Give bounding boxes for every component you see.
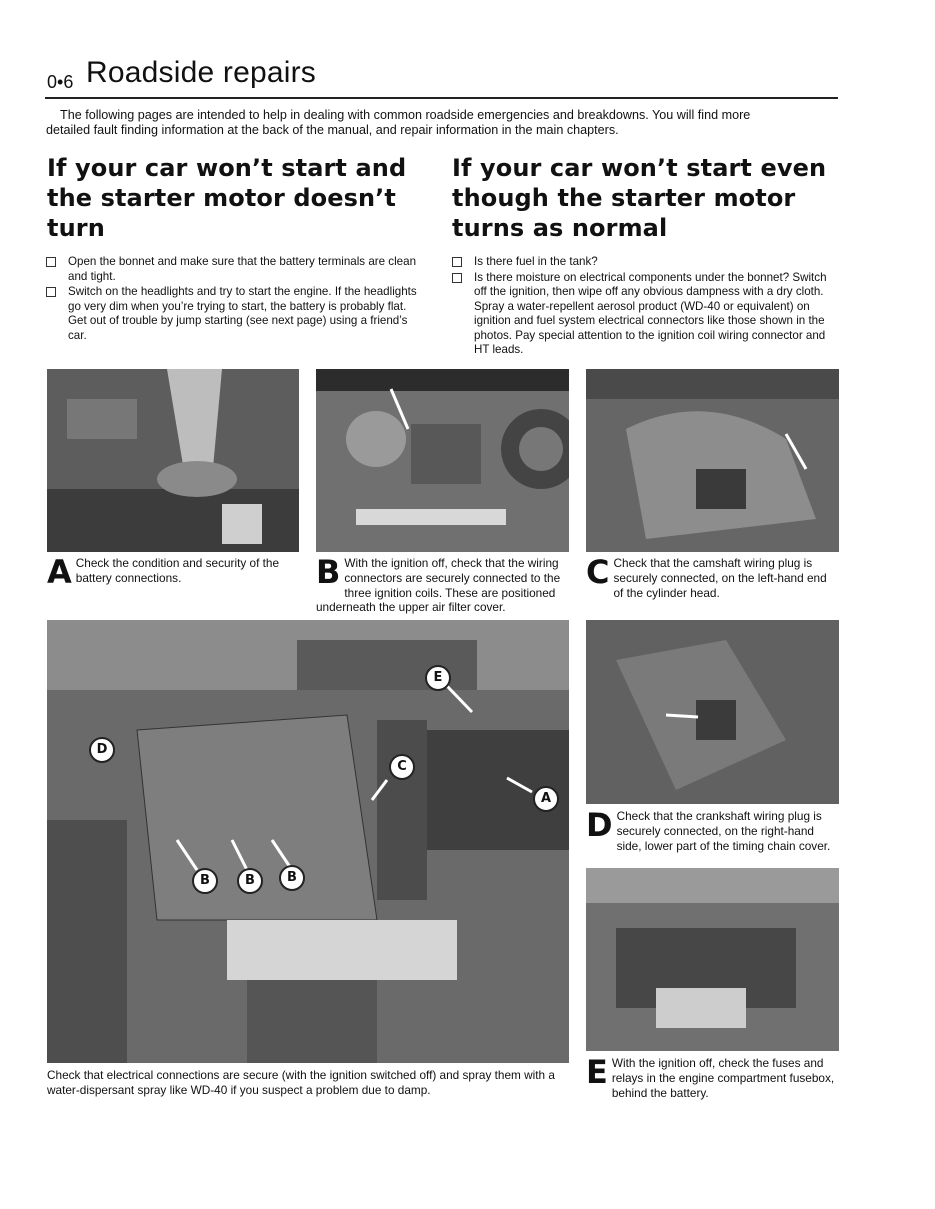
fusebox-photo-image bbox=[586, 868, 839, 1051]
caption-b bbox=[316, 553, 570, 615]
checkbox-icon bbox=[46, 257, 56, 267]
list-item: Is there moisture on electrical components under the bonnet? Switch off the ignition, then wipe off any obvious dampness with a dry cloth. Spray a water-repellent aerosol product (WD-40 or equivalent) on ignition and fuel system electrical connectors like those shown in the photos. Pay special attention to the ignition coil wiring connector and HT leads. bbox=[452, 271, 837, 358]
label-b-3: B bbox=[279, 865, 305, 891]
coils-photo-image bbox=[316, 369, 569, 552]
header-rule bbox=[45, 97, 838, 99]
label-b-1: B bbox=[192, 868, 218, 894]
caption-text: Check that the crankshaft wiring plug is securely connected, on the right-hand side, lower part of the timing chain cover. bbox=[616, 809, 831, 853]
battery-photo-image bbox=[47, 369, 299, 552]
checkbox-icon bbox=[46, 287, 56, 297]
photo-camshaft-plug bbox=[586, 369, 839, 552]
photo-engine-bay-main bbox=[47, 620, 569, 1063]
label-c: C bbox=[389, 754, 415, 780]
checkbox-icon bbox=[452, 273, 462, 283]
caption-e bbox=[586, 1053, 839, 1100]
right-checklist bbox=[452, 255, 837, 359]
label-e: E bbox=[425, 665, 451, 691]
label-d: D bbox=[89, 737, 115, 763]
page-title: Roadside repairs bbox=[86, 56, 316, 89]
crankshaft-photo-image bbox=[586, 620, 839, 804]
caption-text: Check that the camshaft wiring plug is securely connected, on the left-hand end of the cylinder head. bbox=[613, 556, 827, 600]
engine-bay-photo-image bbox=[47, 620, 569, 1063]
photo-fusebox bbox=[586, 868, 839, 1051]
caption-text: With the ignition off, check that the wiring connectors are securely connected to the three ignition coils. These are positioned underneath the upper air filter cover. bbox=[316, 556, 561, 615]
caption-letter: B bbox=[316, 553, 341, 591]
left-checklist bbox=[46, 255, 424, 344]
photo-battery-connections bbox=[47, 369, 299, 552]
caption-main: Check that electrical connections are secure (with the ignition switched off) and spray them with a water-dispersant spray like WD-40 if you suspect a problem due to damp. bbox=[47, 1068, 555, 1097]
list-item: Is there fuel in the tank? bbox=[452, 255, 837, 270]
photo-crankshaft-plug bbox=[586, 620, 839, 804]
intro-line-1: The following pages are intended to help in dealing with common roadside emergencies and breakdowns. You will find more bbox=[60, 108, 751, 122]
intro-line-2: detailed fault finding information at the back of the manual, and repair information in the main chapters. bbox=[46, 123, 619, 137]
caption-letter: E bbox=[586, 1053, 608, 1091]
photo-ignition-coils bbox=[316, 369, 569, 552]
page-number: 0•6 bbox=[47, 72, 74, 92]
caption-a bbox=[47, 553, 300, 591]
label-b-2: B bbox=[237, 868, 263, 894]
caption-letter: D bbox=[586, 806, 613, 844]
list-item: Open the bonnet and make sure that the battery terminals are clean and tight. bbox=[46, 255, 424, 284]
caption-c bbox=[586, 553, 839, 600]
checkbox-icon bbox=[452, 257, 462, 267]
intro-paragraph bbox=[46, 108, 840, 138]
arrow-icon bbox=[666, 715, 698, 717]
caption-text: Check the condition and security of the battery connections. bbox=[75, 556, 280, 585]
caption-d bbox=[586, 806, 839, 853]
right-section-heading: If your car won’t start even though the starter motor turns as normal bbox=[452, 154, 827, 242]
camshaft-photo-image bbox=[586, 369, 839, 552]
left-section-heading: If your car won’t start and the starter motor doesn’t turn bbox=[47, 154, 407, 242]
label-a: A bbox=[533, 786, 559, 812]
caption-text: With the ignition off, check the fuses and relays in the engine compartment fusebox, behind the battery. bbox=[611, 1056, 835, 1100]
list-item: Switch on the headlights and try to start the engine. If the headlights go very dim when you’re trying to start, the battery is probably flat. Get out of trouble by jump starting (see next page) using a friend’s car. bbox=[46, 285, 424, 343]
caption-letter: C bbox=[586, 553, 610, 591]
caption-letter: A bbox=[47, 553, 72, 591]
